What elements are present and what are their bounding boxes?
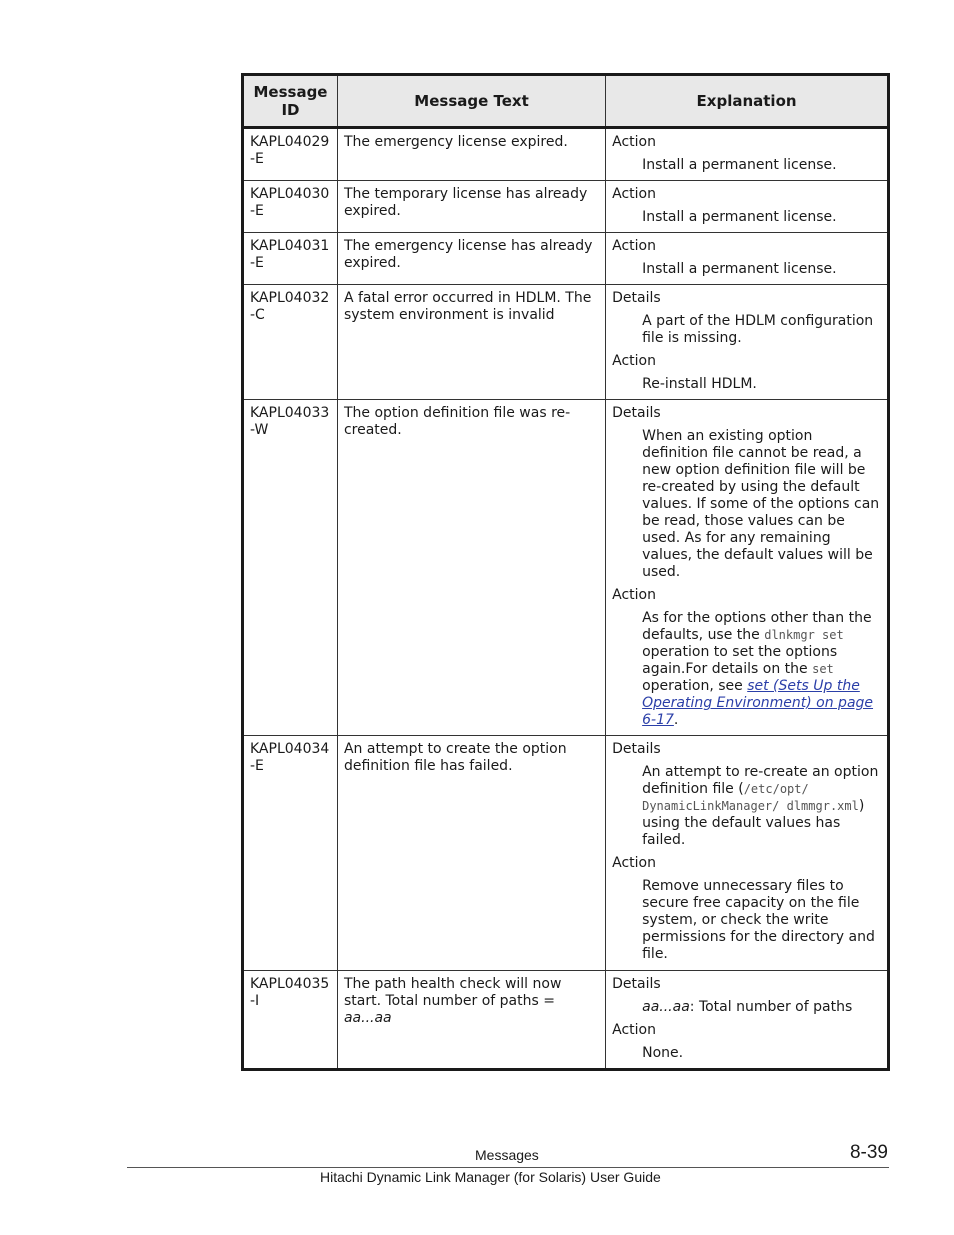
- action-text: Install a permanent license.: [642, 157, 837, 173]
- table-row: [243, 233, 889, 285]
- message-id: KAPL04034 -E: [243, 736, 338, 971]
- action-text-part: As for the options other than the defaults, use the: [642, 610, 872, 643]
- header-message-id: Message ID: [243, 75, 338, 128]
- details-text-part: : Total number of paths: [689, 999, 853, 1015]
- action-label: Action: [612, 238, 656, 254]
- footer-section-title: Messages: [475, 1147, 539, 1163]
- table-header-row: [243, 75, 889, 128]
- action-label: Action: [612, 587, 656, 603]
- action-text-part: operation to set the options again.For details on the: [642, 644, 838, 677]
- file-path-code: /etc/opt/ DynamicLinkManager/ dlmmgr.xml: [642, 782, 859, 813]
- message-text: The temporary license has already expired.: [337, 181, 605, 233]
- message-id: KAPL04030 -E: [243, 181, 338, 233]
- explanation: [606, 400, 889, 736]
- action-label: Action: [612, 1022, 656, 1038]
- header-message-text: Message Text: [337, 75, 605, 128]
- details-text: When an existing option definition file cannot be read, a new option definition file will be re-created by using the default values. If some of the options can be read, those values can be used. As for any remaining values, the default values will be used.: [642, 428, 880, 580]
- command-code: set: [812, 662, 834, 676]
- message-table: [241, 73, 890, 1071]
- table-row: [243, 128, 889, 181]
- message-text: An attempt to create the option definition file has failed.: [337, 736, 605, 971]
- message-text: The option definition file was re-created.: [337, 400, 605, 736]
- message-id: KAPL04033 -W: [243, 400, 338, 736]
- details-label: Details: [612, 290, 661, 306]
- explanation: [606, 181, 889, 233]
- action-text-part: operation, see: [642, 678, 748, 694]
- explanation: [606, 736, 889, 971]
- table-row: [243, 736, 889, 971]
- variable-text: aa...aa: [343, 1010, 392, 1026]
- details-text: [642, 999, 881, 1016]
- action-text-part: .: [673, 712, 679, 728]
- message-id: KAPL04029 -E: [243, 128, 338, 181]
- details-label: Details: [612, 976, 661, 992]
- explanation: [606, 971, 889, 1070]
- details-label: Details: [612, 405, 661, 421]
- cross-reference-link[interactable]: set (Sets Up the Operating Environment) on page 6-17: [642, 678, 874, 728]
- action-text: Install a permanent license.: [642, 261, 837, 277]
- variable-text: aa...aa: [642, 999, 690, 1015]
- action-label: Action: [612, 134, 656, 150]
- action-label: Action: [612, 353, 656, 369]
- footer-divider: [127, 1167, 889, 1168]
- action-text: None.: [642, 1045, 684, 1061]
- details-label: Details: [612, 741, 661, 757]
- explanation: [606, 233, 889, 285]
- explanation: [606, 128, 889, 181]
- table-row: [243, 285, 889, 400]
- explanation: [606, 285, 889, 400]
- action-text: [642, 610, 881, 729]
- action-text: Remove unnecessary files to secure free capacity on the file system, or check the write permissions for the directory and file.: [642, 878, 875, 962]
- page-number: 8-39: [849, 1142, 888, 1163]
- details-text: A part of the HDLM configuration file is missing.: [642, 313, 874, 346]
- action-text: Re-install HDLM.: [642, 376, 757, 392]
- message-id: KAPL04032 -C: [243, 285, 338, 400]
- message-text: The emergency license has already expired.: [337, 233, 605, 285]
- message-text: A fatal error occurred in HDLM. The system environment is invalid: [337, 285, 605, 400]
- header-explanation: Explanation: [606, 75, 889, 128]
- action-text: Install a permanent license.: [642, 209, 837, 225]
- table-row: [243, 971, 889, 1070]
- command-code: dlnkmgr set: [764, 628, 844, 642]
- action-label: Action: [612, 855, 656, 871]
- details-text-part: An attempt to re-create an option definition file (: [642, 764, 879, 797]
- action-label: Action: [612, 186, 656, 202]
- message-id: KAPL04035 -I: [243, 971, 338, 1070]
- table-row: [243, 181, 889, 233]
- details-text-part: ) using the default values has failed.: [642, 798, 865, 848]
- message-text: The emergency license expired.: [337, 128, 605, 181]
- table-row: [243, 400, 889, 736]
- message-id: KAPL04031 -E: [243, 233, 338, 285]
- details-text: [642, 764, 881, 849]
- message-text-part: The path health check will now start. Total number of paths =: [343, 976, 562, 1009]
- message-text: [337, 971, 605, 1070]
- footer-guide-title: Hitachi Dynamic Link Manager (for Solaris) User Guide: [320, 1169, 661, 1185]
